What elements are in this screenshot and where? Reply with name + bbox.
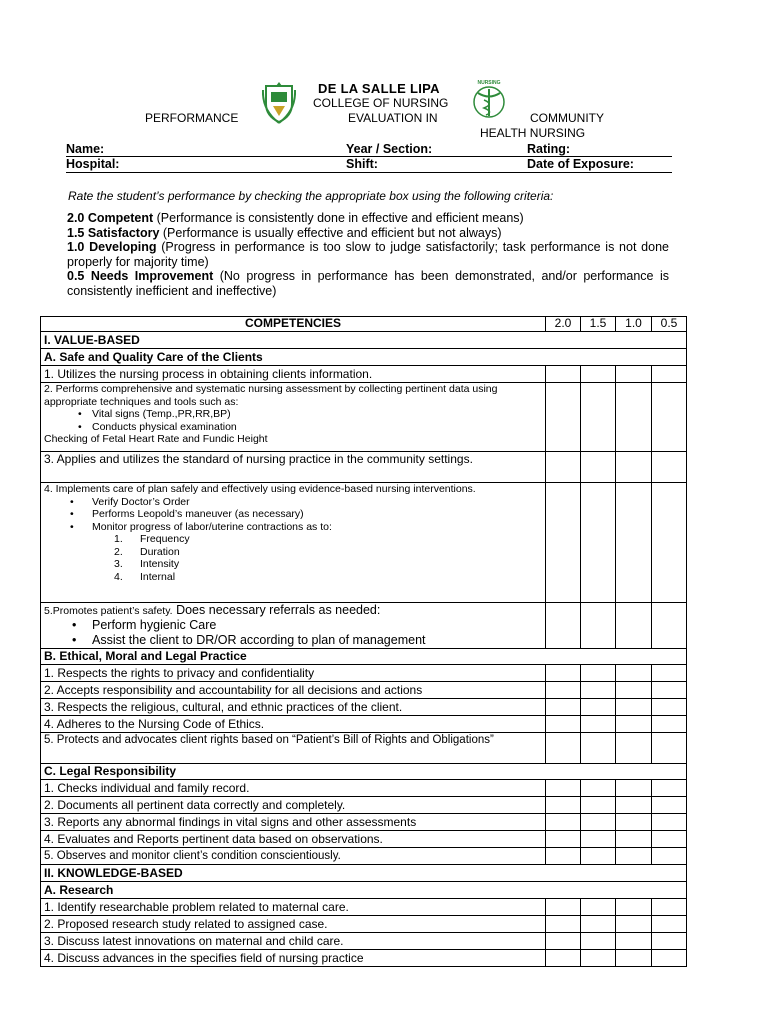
rating-cell[interactable] <box>616 699 652 716</box>
rating-cell[interactable] <box>652 848 687 865</box>
table-row <box>41 899 687 916</box>
competency-cell <box>41 483 546 603</box>
divider-line <box>66 172 672 173</box>
rating-cell[interactable] <box>652 483 687 603</box>
criteria-item: 2.0 Competent (Performance is consistently done in effective and efficient means) <box>67 211 524 225</box>
numbered-item: 4. Internal <box>114 570 176 583</box>
year-section-label: Year / Section: <box>346 142 433 156</box>
competency-cell: 1. Identify researchable problem related to maternal care. <box>41 899 546 916</box>
rating-cell[interactable] <box>581 950 616 967</box>
section-value-based: I. VALUE-BASED <box>41 332 687 349</box>
table-row <box>41 780 687 797</box>
bullet-item: • Conducts physical examination <box>92 421 542 434</box>
rating-cell[interactable] <box>652 699 687 716</box>
bullet-item: • Vital signs (Temp.,PR,RR,BP) <box>92 408 542 421</box>
table-row <box>41 483 687 603</box>
rating-cell[interactable] <box>616 933 652 950</box>
competency-cell: 1. Checks individual and family record. <box>41 780 546 797</box>
date-exposure-label: Date of Exposure: <box>527 157 634 171</box>
numbered-item: 3. Intensity <box>114 558 180 570</box>
rating-cell[interactable] <box>581 682 616 699</box>
criteria-item: 1.0 Developing (Progress in performance is too slow to judge satisfactorily; task performance is not done properly for majority time) <box>67 240 669 269</box>
competency-cell: 4. Evaluates and Reports pertinent data based on observations. <box>41 831 546 848</box>
rating-cell[interactable] <box>581 452 616 483</box>
name-label: Name: <box>66 142 105 156</box>
rating-cell[interactable] <box>616 848 652 865</box>
rating-cell[interactable] <box>652 797 687 814</box>
rating-cell[interactable] <box>652 383 687 452</box>
logo-text: NURSING <box>477 80 501 86</box>
bullet-item: • Verify Doctor’s Order <box>92 496 542 509</box>
rating-cell[interactable] <box>652 831 687 848</box>
table-row <box>41 933 687 950</box>
rating-cell[interactable] <box>616 603 652 649</box>
rating-cell[interactable] <box>652 950 687 967</box>
section-research: A. Research <box>41 882 687 899</box>
section-row <box>41 882 687 899</box>
bullet-item: • Assist the client to DR/OR according to plan of management <box>92 633 542 648</box>
competency-table <box>40 316 687 967</box>
bullet-item: • Perform hygienic Care <box>92 618 542 633</box>
rating-label: Rating: <box>527 142 571 156</box>
table-row <box>41 814 687 831</box>
competency-cell: 2. Documents all pertinent data correctly and completely. <box>41 797 546 814</box>
rating-cell[interactable] <box>546 366 581 383</box>
competency-cell: 3. Reports any abnormal findings in vital signs and other assessments <box>41 814 546 831</box>
rating-cell[interactable] <box>546 797 581 814</box>
competency-text: 4. Implements care of plan safely and effectively using evidence-based nursing interventions. <box>44 483 476 495</box>
rating-cell[interactable] <box>616 831 652 848</box>
table-row <box>41 831 687 848</box>
rating-cell[interactable] <box>616 733 652 764</box>
rating-cell[interactable] <box>652 916 687 933</box>
competency-text: 5.Promotes patient’s safety. Does necessary referrals as needed: <box>44 603 381 617</box>
rating-cell[interactable] <box>652 733 687 764</box>
rating-cell[interactable] <box>616 383 652 452</box>
rating-cell[interactable] <box>546 665 581 682</box>
rating-cell[interactable] <box>546 916 581 933</box>
numbered-item: 2. Duration <box>114 545 180 558</box>
section-legal-responsibility: C. Legal Responsibility <box>41 764 687 780</box>
competency-cell: 1. Utilizes the nursing process in obtaining clients information. <box>41 366 546 383</box>
rating-cell[interactable] <box>546 899 581 916</box>
rating-cell[interactable] <box>616 682 652 699</box>
rating-cell[interactable] <box>581 603 616 649</box>
section-row <box>41 332 687 349</box>
table-row <box>41 699 687 716</box>
competency-cell: 2. Accepts responsibility and accountability for all decisions and actions <box>41 682 546 699</box>
rating-cell[interactable] <box>546 733 581 764</box>
competency-cell <box>41 603 546 649</box>
rating-cell[interactable] <box>581 716 616 733</box>
title-community: COMMUNITY <box>530 111 604 125</box>
rating-cell[interactable] <box>652 603 687 649</box>
college-name: COLLEGE OF NURSING <box>313 96 449 110</box>
header-2-0: 2.0 <box>546 317 581 332</box>
section-row <box>41 865 687 882</box>
competency-cell: 4. Discuss advances in the specifies field of nursing practice <box>41 950 546 967</box>
rating-cell[interactable] <box>616 916 652 933</box>
rating-cell[interactable] <box>616 452 652 483</box>
section-row <box>41 349 687 366</box>
bullet-item: • Monitor progress of labor/uterine contractions as to: <box>92 521 542 534</box>
numbered-item: 1. Frequency <box>114 533 190 545</box>
competency-cell: 3. Discuss latest innovations on maternal and child care. <box>41 933 546 950</box>
rating-cell[interactable] <box>581 831 616 848</box>
rating-cell[interactable] <box>652 716 687 733</box>
rating-cell[interactable] <box>546 933 581 950</box>
rating-cell[interactable] <box>652 366 687 383</box>
table-row <box>41 603 687 649</box>
table-row <box>41 848 687 865</box>
competency-cell: 3. Respects the religious, cultural, and ethnic practices of the client. <box>41 699 546 716</box>
competency-cell: 3. Applies and utilizes the standard of nursing practice in the community settings. <box>41 452 546 483</box>
rating-cell[interactable] <box>581 933 616 950</box>
table-header-row <box>41 317 687 332</box>
header-1-5: 1.5 <box>581 317 616 332</box>
rating-cell[interactable] <box>616 797 652 814</box>
rating-cell[interactable] <box>581 780 616 797</box>
rating-cell[interactable] <box>652 899 687 916</box>
rating-cell[interactable] <box>546 780 581 797</box>
section-row <box>41 649 687 665</box>
shift-label: Shift: <box>346 157 378 171</box>
dlsl-shield-logo <box>262 80 296 124</box>
rating-cell[interactable] <box>581 797 616 814</box>
rating-cell[interactable] <box>616 483 652 603</box>
numbered-list <box>44 533 542 583</box>
rating-cell[interactable] <box>546 814 581 831</box>
rating-cell[interactable] <box>652 452 687 483</box>
rating-cell[interactable] <box>616 814 652 831</box>
criteria-item: 1.5 Satisfactory (Performance is usually effective and efficient but not always) <box>67 225 502 240</box>
rating-cell[interactable] <box>546 483 581 603</box>
rating-cell[interactable] <box>616 665 652 682</box>
table-row <box>41 682 687 699</box>
rating-cell[interactable] <box>652 682 687 699</box>
rating-cell[interactable] <box>581 366 616 383</box>
hospital-label: Hospital: <box>66 157 120 171</box>
rating-cell[interactable] <box>581 483 616 603</box>
header-0-5: 0.5 <box>652 317 687 332</box>
rating-cell[interactable] <box>546 848 581 865</box>
competency-cell: 2. Proposed research study related to assigned case. <box>41 916 546 933</box>
table-row <box>41 452 687 483</box>
nursing-caduceus-logo <box>472 78 506 122</box>
rating-cell[interactable] <box>581 665 616 682</box>
rating-cell[interactable] <box>581 916 616 933</box>
rating-cell[interactable] <box>581 848 616 865</box>
table-row <box>41 733 687 764</box>
school-name: DE LA SALLE LIPA <box>318 81 440 96</box>
rating-cell[interactable] <box>546 716 581 733</box>
rating-cell[interactable] <box>581 699 616 716</box>
rating-cell[interactable] <box>652 814 687 831</box>
title-performance: PERFORMANCE <box>145 111 239 125</box>
title-health-nursing: HEALTH NURSING <box>480 126 586 140</box>
rating-cell[interactable] <box>546 699 581 716</box>
competency-cell: 5. Protects and advocates client rights based on “Patient’s Bill of Rights and Obligations” <box>41 733 546 764</box>
table-row <box>41 716 687 733</box>
rating-cell[interactable] <box>581 814 616 831</box>
competency-text: 2. Performs comprehensive and systematic nursing assessment by collecting pertinent data using appropriate techniques and tools such as: <box>44 383 498 408</box>
rating-cell[interactable] <box>581 899 616 916</box>
competency-text: Checking of Fetal Heart Rate and Fundic Height <box>44 433 268 445</box>
bullet-item: • Performs Leopold’s maneuver (as necessary) <box>92 508 542 521</box>
table-row <box>41 383 687 452</box>
competency-cell: 4. Adheres to the Nursing Code of Ethics. <box>41 716 546 733</box>
section-knowledge-based: II. KNOWLEDGE-BASED <box>41 865 687 882</box>
rating-cell[interactable] <box>546 383 581 452</box>
rating-cell[interactable] <box>546 831 581 848</box>
rating-cell[interactable] <box>616 780 652 797</box>
rating-cell[interactable] <box>616 716 652 733</box>
rating-cell[interactable] <box>616 950 652 967</box>
competency-cell <box>41 383 546 452</box>
table-row <box>41 366 687 383</box>
instruction-text: Rate the student’s performance by checking the appropriate box using the following criteria: <box>68 189 554 203</box>
header-1-0: 1.0 <box>616 317 652 332</box>
rating-cell[interactable] <box>652 933 687 950</box>
rating-cell[interactable] <box>581 383 616 452</box>
section-ethical-moral-legal: B. Ethical, Moral and Legal Practice <box>41 649 687 665</box>
competency-cell: 1. Respects the rights to privacy and confidentiality <box>41 665 546 682</box>
rating-cell[interactable] <box>546 603 581 649</box>
section-safe-quality-care: A. Safe and Quality Care of the Clients <box>41 349 687 366</box>
bullet-list <box>44 618 542 648</box>
rating-cell[interactable] <box>616 899 652 916</box>
rating-cell[interactable] <box>546 682 581 699</box>
rating-cell[interactable] <box>652 780 687 797</box>
criteria-item: 0.5 Needs Improvement (No progress in performance has been demonstrated, and/or performance is consistently inefficient and ineffective) <box>67 269 669 298</box>
rating-cell[interactable] <box>652 665 687 682</box>
section-row <box>41 764 687 780</box>
title-evaluation-in: EVALUATION IN <box>348 111 438 125</box>
rating-cell[interactable] <box>546 452 581 483</box>
bullet-list <box>44 408 542 433</box>
table-row <box>41 665 687 682</box>
rating-cell[interactable] <box>616 366 652 383</box>
rating-cell[interactable] <box>546 950 581 967</box>
header-competencies: COMPETENCIES <box>41 317 546 332</box>
rating-cell[interactable] <box>581 733 616 764</box>
table-row <box>41 950 687 967</box>
competency-cell: 5. Observes and monitor client’s condition conscientiously. <box>41 848 546 865</box>
table-row <box>41 797 687 814</box>
table-row <box>41 916 687 933</box>
bullet-list <box>44 496 542 534</box>
criteria-list <box>67 211 669 298</box>
